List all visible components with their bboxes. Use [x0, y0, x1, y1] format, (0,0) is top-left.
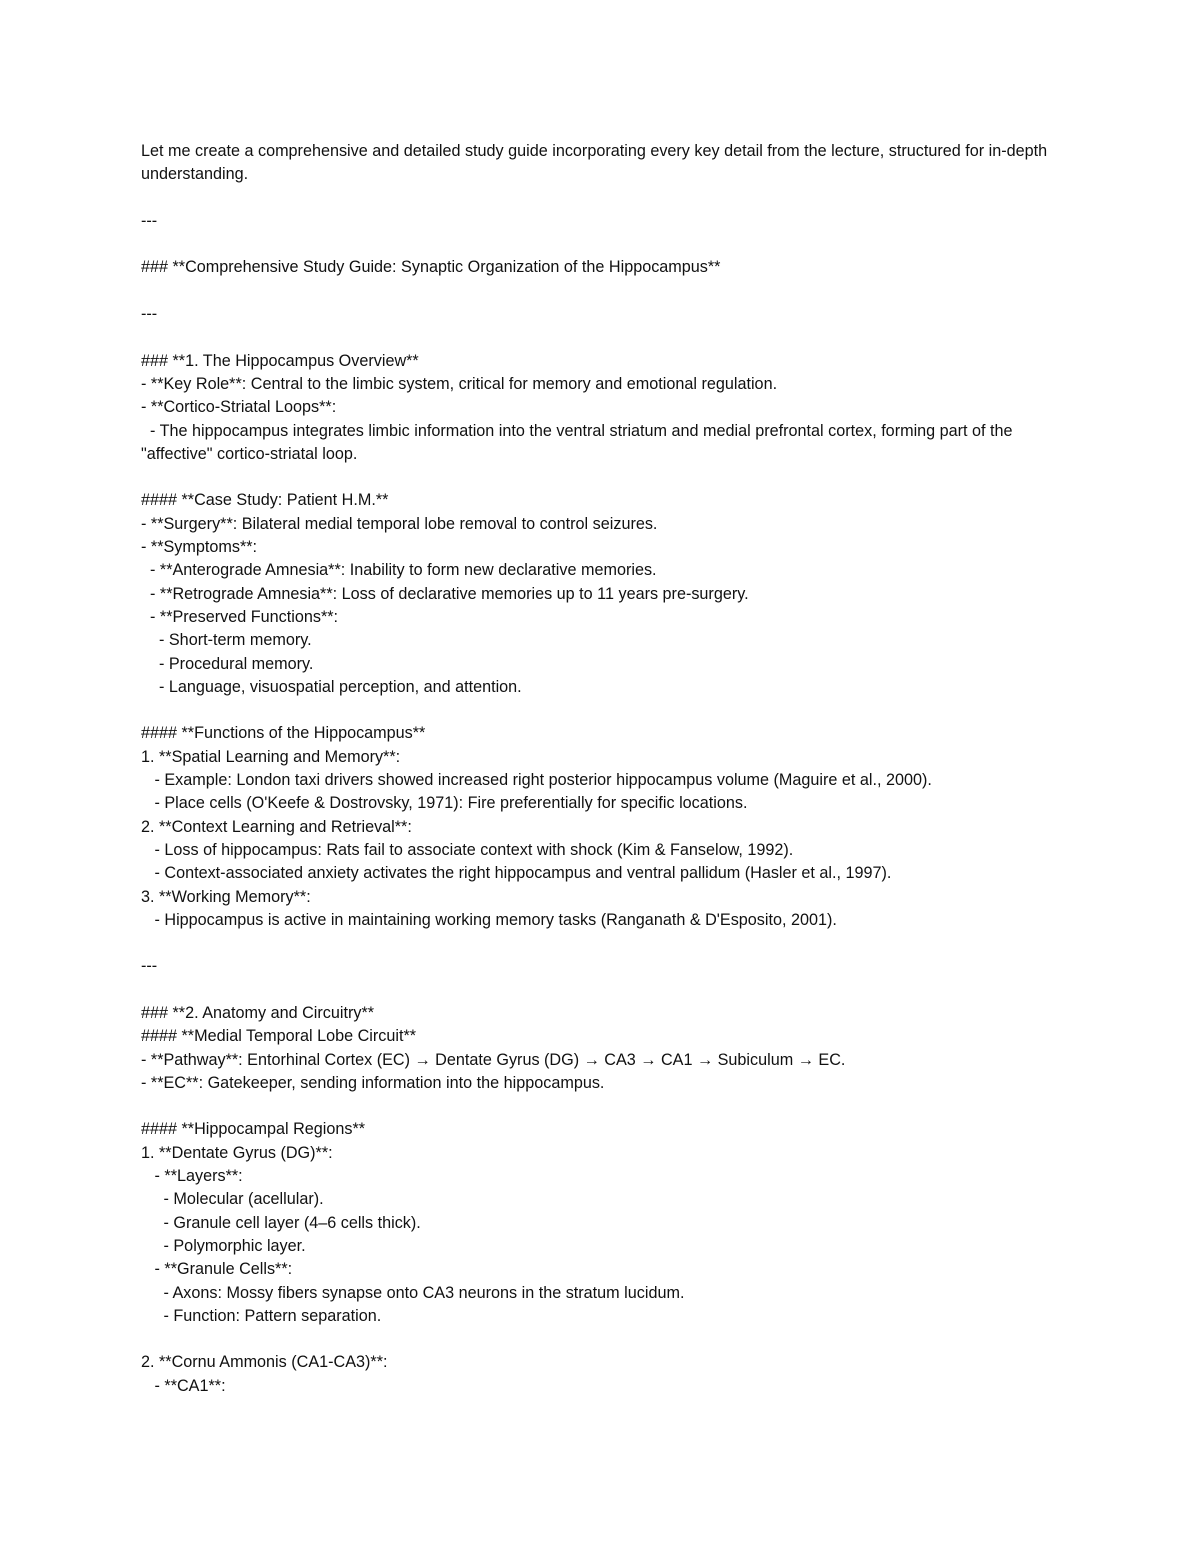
document-line: - Place cells (O'Keefe & Dostrovsky, 1971): Fire preferentially for specific locations. [141, 794, 748, 813]
document-line: - **Symptoms**: [141, 538, 258, 557]
document-line: ### **Comprehensive Study Guide: Synaptic Organization of the Hippocampus** [141, 258, 721, 277]
document-body [141, 140, 1056, 1398]
document-line: - **Key Role**: Central to the limbic system, critical for memory and emotional regulation. [141, 374, 778, 393]
document-line: - Language, visuospatial perception, and attention. [141, 677, 522, 696]
document-line: - **Preserved Functions**: [141, 607, 339, 626]
document-line: - **Granule Cells**: [141, 1260, 293, 1279]
document-line: 1. **Dentate Gyrus (DG)**: [141, 1143, 333, 1162]
document-line: - **Cortico-Striatal Loops**: [141, 398, 337, 417]
document-line: #### **Case Study: Patient H.M.** [141, 491, 389, 510]
document-line: ### **2. Anatomy and Circuitry** [141, 1003, 375, 1022]
document-line: - **Pathway**: Entorhinal Cortex (EC) → Dentate Gyrus (DG) → CA3 → CA1 → Subiculum → EC. [141, 1050, 846, 1069]
blank-line [141, 932, 1056, 955]
document-line: - The hippocampus integrates limbic information into the ventral striatum and medial prefrontal cortex, forming part of the "affective" cortico-striatal loop. [141, 421, 1018, 463]
document-line: 3. **Working Memory**: [141, 887, 311, 906]
document-line: - Function: Pattern separation. [141, 1306, 382, 1325]
blank-line [141, 979, 1056, 1002]
document-line: - Granule cell layer (4–6 cells thick). [141, 1213, 421, 1232]
document-line: 2. **Cornu Ammonis (CA1-CA3)**: [141, 1353, 388, 1372]
document-line: - Polymorphic layer. [141, 1236, 306, 1255]
document-line: - **Surgery**: Bilateral medial temporal lobe removal to control seizures. [141, 514, 658, 533]
document-line: #### **Functions of the Hippocampus** [141, 724, 426, 743]
blank-line [141, 1095, 1056, 1118]
document-line: - Molecular (acellular). [141, 1190, 324, 1209]
document-line: 1. **Spatial Learning and Memory**: [141, 747, 401, 766]
document-line: --- [141, 211, 158, 230]
document-line: - Hippocampus is active in maintaining working memory tasks (Ranganath & D'Esposito, 2001). [141, 910, 837, 929]
document-line: - **CA1**: [141, 1376, 226, 1395]
document-line: - Context-associated anxiety activates the right hippocampus and ventral pallidum (Hasler et al., 1997). [141, 864, 892, 883]
document-line: --- [141, 957, 158, 976]
document-line: - Short-term memory. [141, 631, 312, 650]
document-line: - **Layers**: [141, 1167, 243, 1186]
document-line: - Axons: Mossy fibers synapse onto CA3 neurons in the stratum lucidum. [141, 1283, 685, 1302]
document-line: #### **Hippocampal Regions** [141, 1120, 366, 1139]
document-line: #### **Medial Temporal Lobe Circuit** [141, 1027, 417, 1046]
blank-line [141, 699, 1056, 722]
blank-line [141, 187, 1056, 210]
document-line: --- [141, 305, 158, 324]
document-line: - **Anterograde Amnesia**: Inability to form new declarative memories. [141, 561, 657, 580]
blank-line [141, 466, 1056, 489]
document-line: 2. **Context Learning and Retrieval**: [141, 817, 412, 836]
blank-line [141, 280, 1056, 303]
blank-line [141, 1328, 1056, 1351]
document-line: - Example: London taxi drivers showed increased right posterior hippocampus volume (Maguire et al., 2000). [141, 771, 932, 790]
blank-line [141, 233, 1056, 256]
document-line: ### **1. The Hippocampus Overview** [141, 351, 419, 370]
document-line: - Loss of hippocampus: Rats fail to associate context with shock (Kim & Fanselow, 1992). [141, 840, 794, 859]
document-line: Let me create a comprehensive and detailed study guide incorporating every key detail from the lecture, structured for in-depth understanding. [141, 142, 1052, 184]
blank-line [141, 326, 1056, 349]
document-line: - **Retrograde Amnesia**: Loss of declarative memories up to 11 years pre-surgery. [141, 584, 749, 603]
document-line: - **EC**: Gatekeeper, sending information into the hippocampus. [141, 1073, 605, 1092]
document-line: - Procedural memory. [141, 654, 314, 673]
